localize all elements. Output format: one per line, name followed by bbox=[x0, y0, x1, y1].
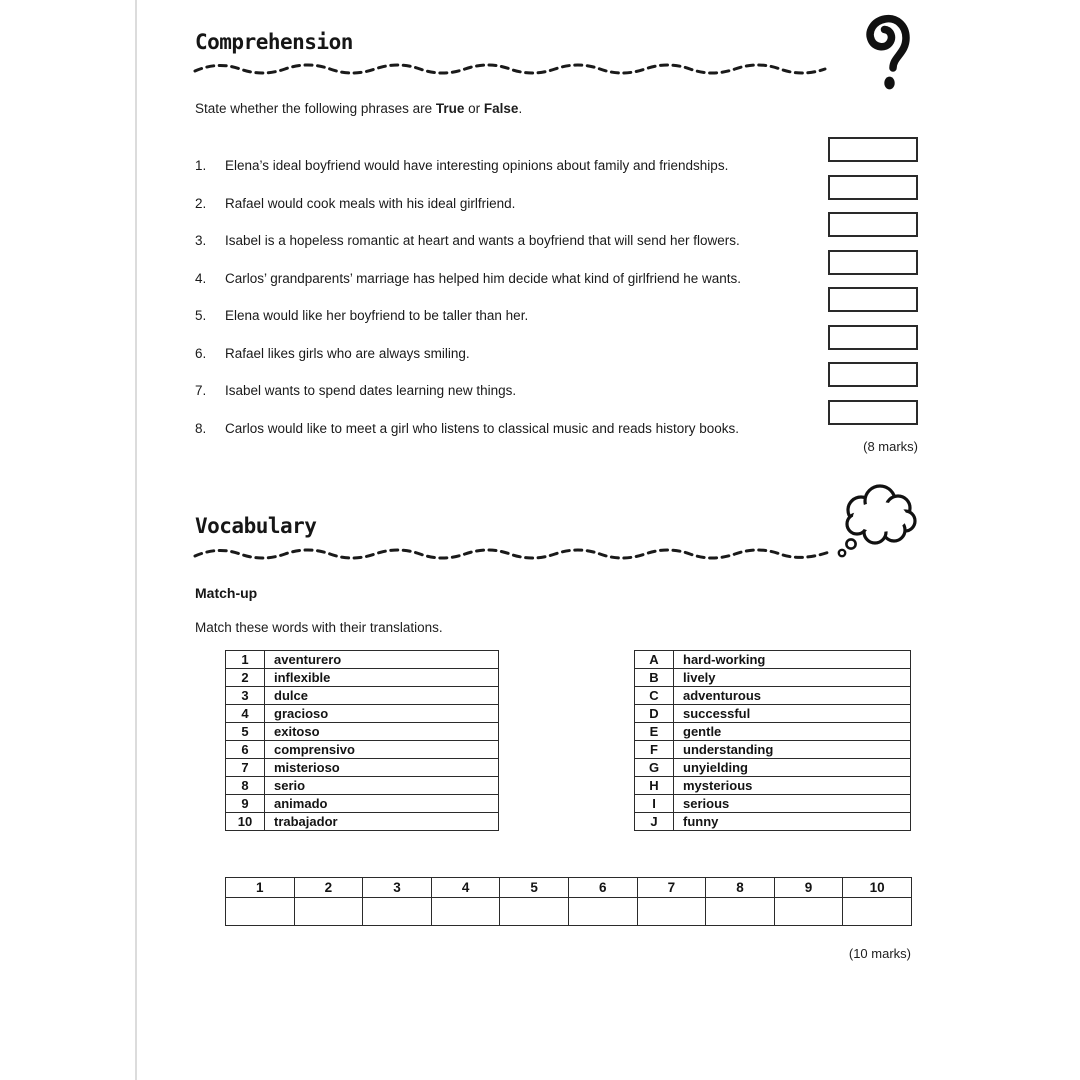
wavy-divider bbox=[192, 541, 847, 565]
statement-row bbox=[195, 158, 825, 196]
statement-number: 1. bbox=[195, 158, 207, 173]
grid-answer-cell-1[interactable] bbox=[226, 898, 295, 926]
statement-row bbox=[195, 196, 825, 234]
comprehension-instruction: State whether the following phrases are True or False. bbox=[195, 101, 523, 116]
statement-number: 8. bbox=[195, 420, 207, 436]
word-key: C bbox=[635, 687, 674, 705]
word-key: E bbox=[635, 723, 674, 741]
statement-number: 4. bbox=[195, 270, 207, 286]
word-cell: trabajador bbox=[265, 813, 499, 831]
word-key: A bbox=[635, 651, 674, 669]
true-false-answer-boxes bbox=[828, 137, 918, 437]
vocabulary-marks: (10 marks) bbox=[848, 946, 911, 961]
grid-answer-cell-8[interactable] bbox=[706, 898, 775, 926]
table-row bbox=[635, 723, 911, 741]
word-cell: comprensivo bbox=[265, 741, 499, 759]
grid-header: 1 bbox=[226, 878, 295, 898]
table-row bbox=[635, 813, 911, 831]
grid-answer-cell-4[interactable] bbox=[431, 898, 500, 926]
table-row bbox=[635, 741, 911, 759]
grid-header: 8 bbox=[706, 878, 775, 898]
word-cell: serious bbox=[674, 795, 911, 813]
answer-box-2[interactable] bbox=[828, 175, 918, 200]
grid-answer-cell-2[interactable] bbox=[294, 898, 363, 926]
comprehension-title: Comprehension bbox=[195, 30, 353, 54]
matchup-subheading: Match-up bbox=[195, 585, 258, 601]
answer-box-5[interactable] bbox=[828, 287, 918, 312]
grid-header: 10 bbox=[843, 878, 912, 898]
word-cell: gracioso bbox=[265, 705, 499, 723]
word-cell: lively bbox=[674, 669, 911, 687]
grid-answer-row bbox=[226, 898, 912, 926]
table-row bbox=[226, 813, 499, 831]
spanish-words-table bbox=[225, 650, 499, 831]
grid-answer-cell-9[interactable] bbox=[774, 898, 843, 926]
word-key: 2 bbox=[226, 669, 265, 687]
word-cell: hard-working bbox=[674, 651, 911, 669]
word-cell: exitoso bbox=[265, 723, 499, 741]
answer-box-7[interactable] bbox=[828, 362, 918, 387]
word-key: D bbox=[635, 705, 674, 723]
statement-number: 6. bbox=[195, 345, 207, 361]
word-cell: understanding bbox=[674, 741, 911, 759]
grid-header: 2 bbox=[294, 878, 363, 898]
statement-text: Isabel is a hopeless romantic at heart and wants a boyfriend that will send her flowers. bbox=[225, 233, 740, 248]
table-row bbox=[226, 669, 499, 687]
word-key: 10 bbox=[226, 813, 265, 831]
word-cell: successful bbox=[674, 705, 911, 723]
word-cell: gentle bbox=[674, 723, 911, 741]
word-key: B bbox=[635, 669, 674, 687]
grid-header: 5 bbox=[500, 878, 569, 898]
word-key: 1 bbox=[226, 651, 265, 669]
table-row bbox=[635, 669, 911, 687]
statement-number: 3. bbox=[195, 233, 207, 248]
grid-header: 7 bbox=[637, 878, 706, 898]
english-words-table bbox=[634, 650, 911, 831]
table-row bbox=[635, 759, 911, 777]
grid-header: 9 bbox=[774, 878, 843, 898]
word-key: 9 bbox=[226, 795, 265, 813]
vocabulary-instruction: Match these words with their translations. bbox=[195, 620, 443, 635]
word-cell: mysterious bbox=[674, 777, 911, 795]
grid-header: 3 bbox=[363, 878, 432, 898]
word-key: G bbox=[635, 759, 674, 777]
statement-row bbox=[195, 383, 825, 421]
statement-text: Elena’s ideal boyfriend would have interesting opinions about family and friendships. bbox=[225, 158, 729, 173]
table-row bbox=[226, 777, 499, 795]
comprehension-marks: (8 marks) bbox=[863, 439, 918, 454]
statement-row bbox=[195, 271, 825, 309]
grid-answer-cell-6[interactable] bbox=[568, 898, 637, 926]
grid-header: 6 bbox=[568, 878, 637, 898]
answer-box-4[interactable] bbox=[828, 250, 918, 275]
word-key: 4 bbox=[226, 705, 265, 723]
statement-text: Carlos would like to meet a girl who listens to classical music and reads history books. bbox=[225, 420, 739, 436]
word-key: 5 bbox=[226, 723, 265, 741]
word-key: I bbox=[635, 795, 674, 813]
table-row bbox=[635, 651, 911, 669]
word-key: 3 bbox=[226, 687, 265, 705]
table-row bbox=[226, 795, 499, 813]
grid-header-row bbox=[226, 878, 912, 898]
grid-answer-cell-7[interactable] bbox=[637, 898, 706, 926]
table-row bbox=[635, 795, 911, 813]
answer-box-8[interactable] bbox=[828, 400, 918, 425]
table-row bbox=[226, 723, 499, 741]
statement-number: 2. bbox=[195, 195, 207, 211]
statement-row bbox=[195, 233, 825, 271]
word-key: J bbox=[635, 813, 674, 831]
answer-box-1[interactable] bbox=[828, 137, 918, 162]
word-cell: unyielding bbox=[674, 759, 911, 777]
statement-row bbox=[195, 308, 825, 346]
table-row bbox=[226, 651, 499, 669]
word-cell: adventurous bbox=[674, 687, 911, 705]
grid-answer-cell-3[interactable] bbox=[363, 898, 432, 926]
table-row bbox=[226, 705, 499, 723]
statement-text: Rafael likes girls who are always smiling. bbox=[225, 345, 470, 361]
table-row bbox=[226, 687, 499, 705]
page-edge-line bbox=[135, 0, 137, 1080]
word-cell: aventurero bbox=[265, 651, 499, 669]
table-row bbox=[635, 687, 911, 705]
word-cell: dulce bbox=[265, 687, 499, 705]
grid-answer-cell-10[interactable] bbox=[843, 898, 912, 926]
word-key: H bbox=[635, 777, 674, 795]
wavy-divider bbox=[192, 56, 842, 80]
table-row bbox=[226, 759, 499, 777]
statement-text: Elena would like her boyfriend to be taller than her. bbox=[225, 308, 529, 323]
word-key: 8 bbox=[226, 777, 265, 795]
statements-list bbox=[195, 158, 825, 458]
matchup-answer-grid bbox=[225, 877, 912, 926]
word-cell: misterioso bbox=[265, 759, 499, 777]
statement-row bbox=[195, 346, 825, 384]
thought-cloud-icon bbox=[835, 484, 919, 562]
statement-number: 5. bbox=[195, 308, 207, 323]
table-row bbox=[635, 705, 911, 723]
word-key: 7 bbox=[226, 759, 265, 777]
word-cell: funny bbox=[674, 813, 911, 831]
statement-text: Isabel wants to spend dates learning new things. bbox=[225, 383, 517, 398]
table-row bbox=[226, 741, 499, 759]
statement-number: 7. bbox=[195, 383, 207, 398]
word-cell: serio bbox=[265, 777, 499, 795]
answer-box-3[interactable] bbox=[828, 212, 918, 237]
statement-text: Carlos’ grandparents’ marriage has helped him decide what kind of girlfriend he wants. bbox=[225, 270, 742, 286]
word-key: 6 bbox=[226, 741, 265, 759]
grid-answer-cell-5[interactable] bbox=[500, 898, 569, 926]
grid-header: 4 bbox=[431, 878, 500, 898]
word-cell: inflexible bbox=[265, 669, 499, 687]
word-key: F bbox=[635, 741, 674, 759]
table-row bbox=[635, 777, 911, 795]
word-cell: animado bbox=[265, 795, 499, 813]
vocabulary-title: Vocabulary bbox=[195, 514, 317, 538]
question-mark-icon bbox=[860, 12, 914, 92]
answer-box-6[interactable] bbox=[828, 325, 918, 350]
statement-text: Rafael would cook meals with his ideal girlfriend. bbox=[225, 195, 516, 211]
